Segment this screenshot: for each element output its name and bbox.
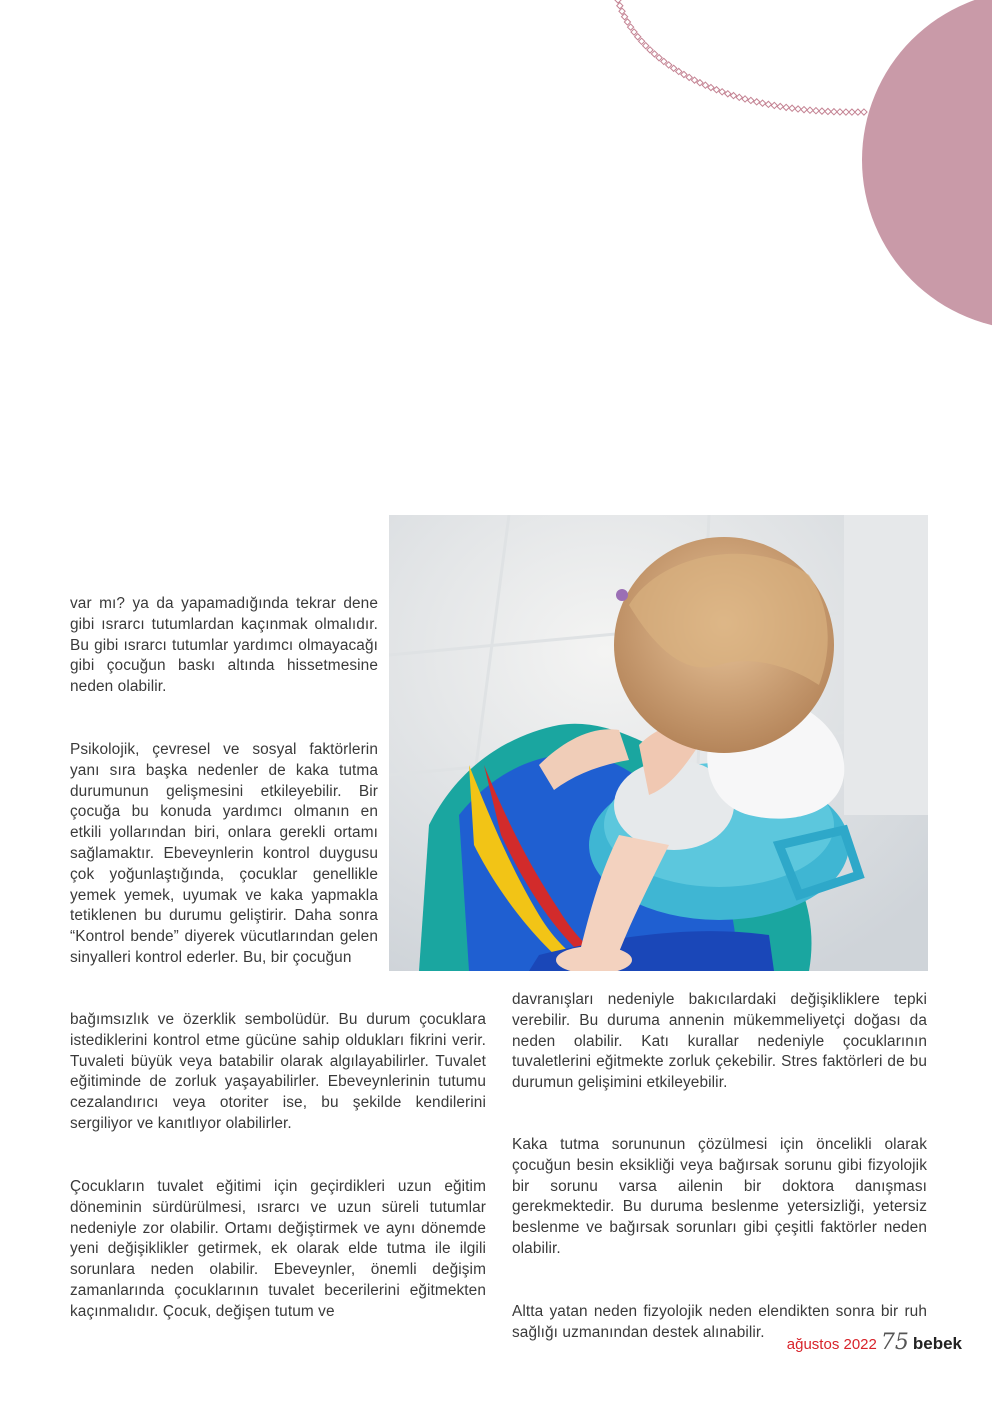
chain-link bbox=[651, 51, 657, 57]
toddler-on-potty-photo bbox=[389, 515, 928, 971]
chain-link bbox=[676, 68, 682, 74]
chain-link bbox=[666, 62, 672, 68]
chain-link bbox=[635, 34, 641, 40]
chain-link bbox=[849, 109, 855, 115]
chain-link bbox=[765, 101, 771, 107]
chain-link bbox=[759, 100, 765, 106]
decorative-zigzag-chain bbox=[600, 0, 900, 130]
chain-link bbox=[777, 103, 783, 109]
chain-link bbox=[855, 109, 861, 115]
chain-link bbox=[742, 96, 748, 102]
chain-link bbox=[783, 104, 789, 110]
magazine-brand: bebek bbox=[912, 1334, 962, 1353]
chain-link bbox=[843, 109, 849, 115]
chain-link bbox=[671, 65, 677, 71]
chain-link bbox=[825, 108, 831, 114]
chain-link bbox=[807, 107, 813, 113]
chain-link bbox=[643, 43, 649, 49]
chain-link bbox=[831, 109, 837, 115]
article-paragraph-2: Psikolojik, çevresel ve sosyal faktörlerin yanı sıra başka nedenler de kaka tutma durumunun gelişmesini etkileyebilir. Bir çocuğa bu konuda yardımcı olmanın en etkili yollarından biri, onlara gerekli ortamı sağlamaktır. Ebeveynlerin kontrol duygusu çok yoğunlaştığında, çocuklar genellikle yemek yemek, uyumak ve kaka yapmakla tetiklenen bu durumu geliştirir. Daha sonra “Kontrol bende” diyerek vücutlarından gelen sinyalleri kontrol ederler. Bu, bir çocuğun bbox=[70, 741, 378, 966]
chain-link bbox=[819, 108, 825, 114]
chain-link bbox=[736, 94, 742, 100]
chain-link bbox=[789, 105, 795, 111]
chain-link bbox=[801, 107, 807, 113]
chain-link bbox=[771, 102, 777, 108]
page-number: 75 bbox=[880, 1330, 909, 1355]
article-paragraph-4: davranışları nedeniyle bakıcılardaki değişikliklere tepki verebilir. Bu duruma annenin mükemmeliyetçi doğası da neden olabilir. Katı kurallar nedeniyle çocuklarının tuvaletlerini eğitmekte zorluk çekebilir. Stres faktörleri de bu durumun gelişimini etkileyebilir. bbox=[512, 991, 927, 1092]
chain-link bbox=[730, 92, 736, 98]
issue-date: ağustos 2022 bbox=[786, 1336, 877, 1353]
chain-link bbox=[795, 106, 801, 112]
article-paragraph-3: Çocukların tuvalet eğitimi için geçirdikleri uzun eğitim döneminin sürdürülmesi, ısrarcı ve uzun süreli tutumlar nedeniyle zor olabilir. Ortamı değiştirmek ve aynı dönemde yeni değişiklikler getirmek, ek olarak elde tutma ile ilgili sorunlara neden olabilir. Ebeveynler, önemli değişim zamanlarında çocuklarının tuvalet becerilerini eğitmekten kaçınmalıdır. Çocuk, değişen tutum ve bbox=[70, 1178, 486, 1320]
chain-link bbox=[861, 109, 867, 115]
chain-link bbox=[754, 99, 760, 105]
article-paragraph-1: var mı? ya da yapamadığında tekrar dene gibi ısrarcı tutumlardan kaçınmak olmalıdır. Bu gibi ısrarcı tutumlar yardımcı olmayacağı gibi çocuğun baskı altında hissetmesine neden olabilir. bbox=[70, 595, 378, 696]
chain-link bbox=[656, 55, 662, 61]
chain-link bbox=[631, 29, 637, 35]
chain-link bbox=[647, 47, 653, 53]
chain-link bbox=[639, 38, 645, 44]
article-paragraph-6: Altta yatan neden fizyolojik neden elendikten sonra bir ruh sağlığı uzmanından destek alınabilir. bbox=[512, 1303, 927, 1341]
chain-link bbox=[748, 97, 754, 103]
chain-link bbox=[661, 58, 667, 64]
page-footer bbox=[787, 1330, 962, 1355]
chain-link bbox=[837, 109, 843, 115]
article-paragraph-5: Kaka tutma sorununun çözülmesi için öncelikli olarak çocuğun besin eksikliği veya bağırsak sorunu gibi fizyolojik bir sorunu varsa ailenin bir doktora danışması gerekmektedir. Bu duruma beslenme yetersizliği, yetersiz beslenme ve bağırsak sorunları gibi çeşitli faktörler neden olabilir. bbox=[512, 1136, 927, 1257]
chain-link bbox=[627, 24, 633, 30]
chain-link bbox=[813, 108, 819, 114]
article-paragraph-2-continued: bağımsızlık ve özerklik sembolüdür. Bu durum çocuklara istediklerini kontrol etme gücüne sahip oldukları fikrini verir. Tuvaleti büyük veya batabilir olarak algılayabilirler. Tuvalet eğitiminde de zorluk yaşayabilirler. Ebeveynlerinin tutumu cezalandırıcı veya otoriter ise, bu şekilde kendilerini sergiliyor ve kanıtlıyor olabilirler. bbox=[70, 1011, 486, 1132]
